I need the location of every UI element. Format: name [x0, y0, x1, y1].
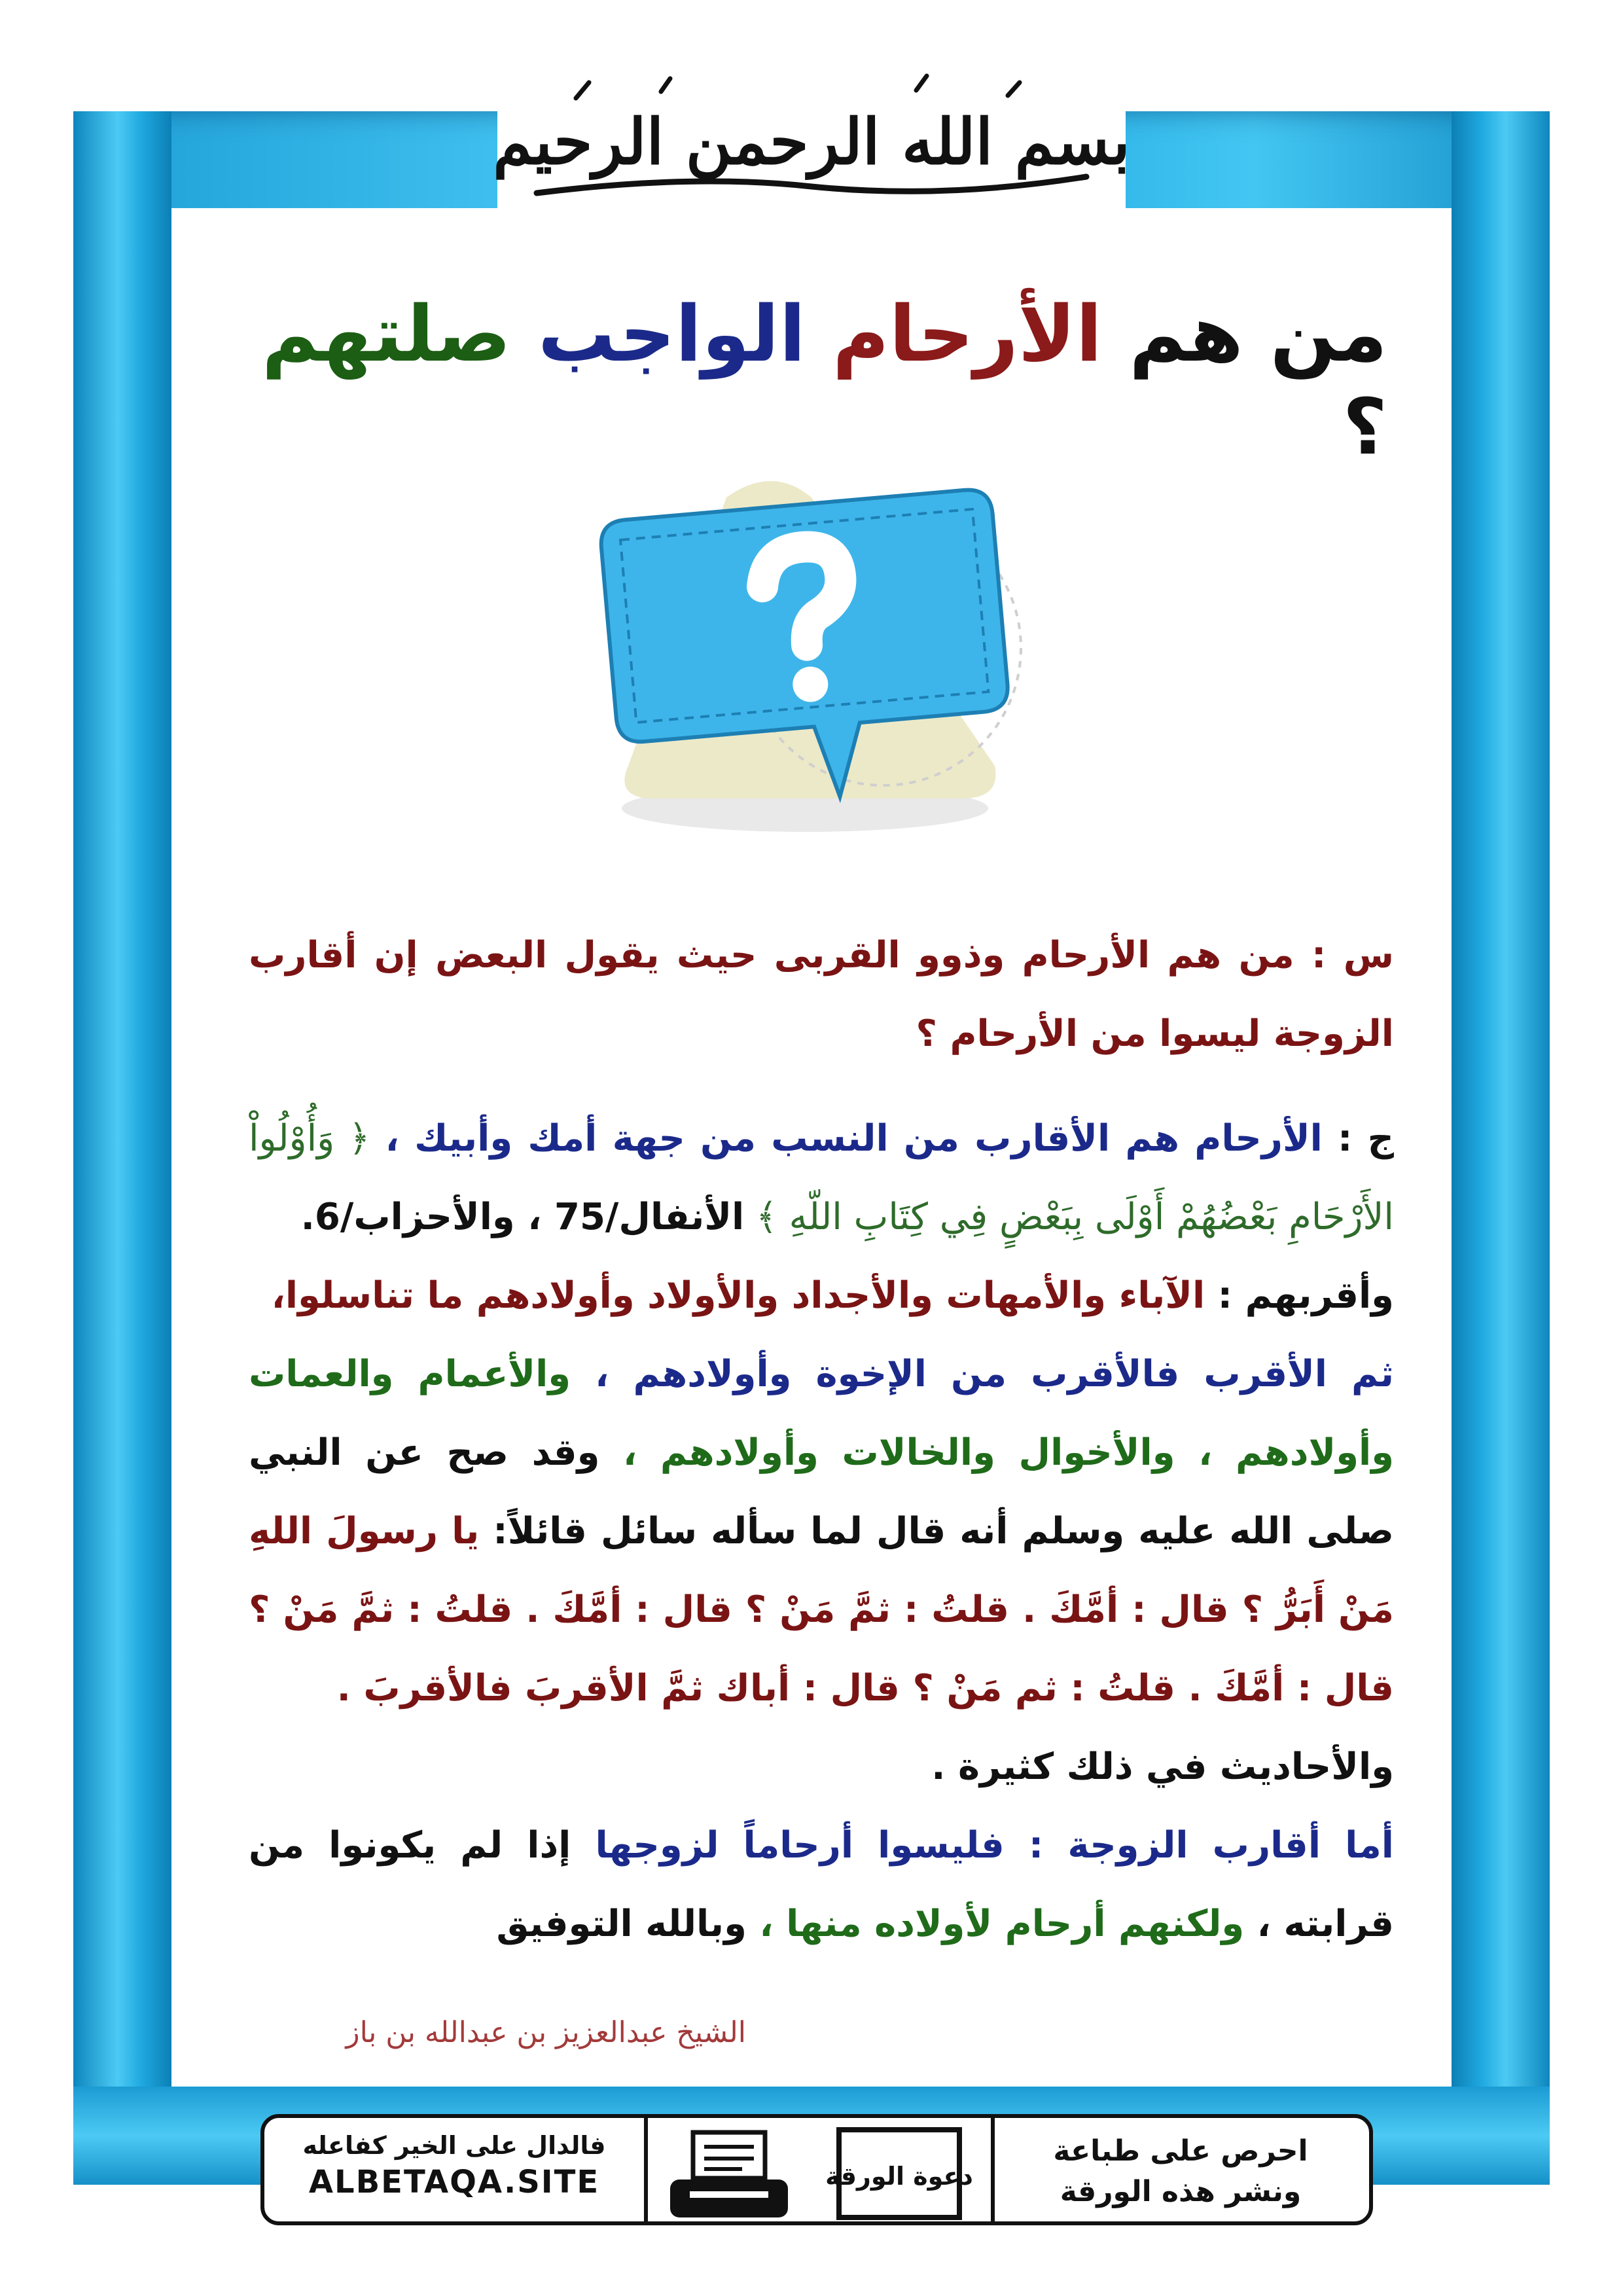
question-bubble-illustration	[576, 458, 1047, 851]
wife-relatives-text-1: فليسوا أرحاماً لزوجها	[571, 1824, 1005, 1867]
footer-site-block	[284, 2131, 624, 2200]
frame-right-rail	[1452, 111, 1550, 2185]
footer-site-link[interactable]: ALBETAQA.SITE	[308, 2164, 600, 2200]
wife-relatives-text-3: ولكنهم أرحام لأولاده منها ،	[746, 1903, 1245, 1945]
answer-paragraph	[249, 1100, 1394, 1964]
footer-divider-right	[991, 2118, 995, 2221]
printer-icon	[664, 2126, 794, 2224]
wife-relatives-label: أما أقارب الزوجة :	[1004, 1824, 1394, 1867]
quran-reference: الأنفال/75 ، والأحزاب/6.	[300, 1196, 745, 1238]
title-part-kin: الأرحام	[806, 289, 1103, 379]
dawa-warqa-logo	[825, 2125, 973, 2223]
closing-text: وبالله التوفيق	[496, 1903, 747, 1945]
title-part-who: من هم	[1102, 289, 1387, 379]
footer-tagline: فالدال على الخير كفاعله	[302, 2131, 606, 2160]
footer-print-line-1: احرص على طباعة	[1053, 2134, 1308, 2168]
quran-verse: ﴿ وَأُوْلُواْ الأَرْحَامِ بَعْضُهُمْ أَوْلَى بِبَعْضٍ فِي كِتَابِ اللّهِ ﴾	[249, 1117, 1394, 1238]
footer-divider-left	[644, 2118, 648, 2221]
closest-text: الآباء والأمهات والأجداد والأولاد وأولادهم ما تناسلوا،	[271, 1274, 1205, 1317]
footer-print-block	[1010, 2131, 1351, 2212]
answer-label: ج :	[1322, 1117, 1394, 1160]
siblings-text: ثم الأقرب فالأقرب من الإخوة وأولادهم ،	[571, 1353, 1394, 1395]
wife-relatives-text-2: إذا لم يكونوا من قرابته ،	[249, 1824, 1394, 1945]
logo-text: دعوة الورقة	[825, 2162, 973, 2191]
hadith-intro: وقد صح عن النبي صلى الله عليه وسلم أنه قال لما سأله سائل قائلاً:	[249, 1431, 1394, 1552]
title-question-mark: ؟	[1342, 381, 1387, 472]
attribution: الشيخ عبدالعزيز بن عبدالله بن باز	[346, 2016, 746, 2049]
uncles-aunts-text: والأعمام والعمات وأولادهم ، والأخوال والخالات وأولادهم ،	[249, 1353, 1395, 1474]
hadiths-many-text: والأحاديث في ذلك كثيرة .	[931, 1746, 1394, 1788]
question-paragraph	[249, 916, 1394, 1073]
frame-left-rail	[73, 111, 171, 2185]
bismillah-text: بسم الله الرحمن الرحيم	[493, 105, 1130, 179]
closest-label: وأقربهم :	[1205, 1274, 1394, 1317]
title-part-ties: صلتهم	[262, 289, 511, 379]
title-part-obligatory: الواجب	[510, 289, 806, 379]
question-text: س : من هم الأرحام وذوو القربى حيث يقول البعض إن أقارب الزوجة ليسوا من الأرحام ؟	[249, 934, 1394, 1055]
bismillah-calligraphy	[493, 52, 1130, 223]
article-body	[249, 916, 1394, 1964]
hadith-text: يا رسولَ اللهِ مَنْ أَبَرُّ ؟ قال : أمَّكَ . قلتُ : ثمَّ مَنْ ؟ قال : أمَّكَ . قلتُ : ثمَّ مَنْ ؟ قال : أمَّكَ . قلتُ : ثم مَنْ ؟ قال : أباك ثمَّ الأقربَ فالأقربَ .	[249, 1510, 1394, 1710]
page-title	[236, 288, 1387, 473]
footer-bar	[260, 2114, 1373, 2225]
footer-print-line-2: ونشر هذه الورقة	[1060, 2175, 1302, 2208]
answer-text: الأرحام هم الأقارب من النسب من جهة أمك وأبيك ،	[370, 1117, 1323, 1160]
